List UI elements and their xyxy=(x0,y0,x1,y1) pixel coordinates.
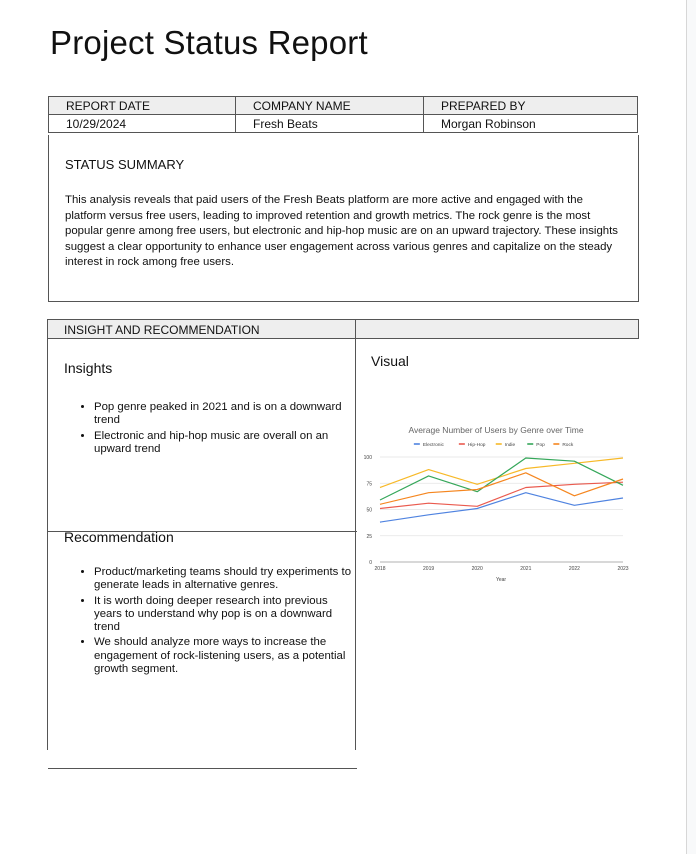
status-summary-box xyxy=(48,135,639,302)
report-info-table xyxy=(48,96,638,133)
insights-column xyxy=(47,338,356,750)
x-tick-label: 2018 xyxy=(374,566,386,572)
report-date-label: REPORT DATE xyxy=(49,97,236,115)
list-item: • Pop genre peaked in 2021 and is on a downward trend xyxy=(94,401,356,428)
x-tick-label: 2021 xyxy=(520,566,532,572)
x-axis xyxy=(374,566,628,572)
legend-label: Electronic xyxy=(422,442,444,448)
visual-section-header xyxy=(355,319,639,339)
prepared-by-label: PREPARED BY xyxy=(424,97,638,115)
legend-label: Pop xyxy=(536,442,545,448)
report-date-value: 10/29/2024 xyxy=(49,115,236,133)
bottom-divider xyxy=(48,768,357,769)
company-name-value: Fresh Beats xyxy=(236,115,424,133)
chart-legend xyxy=(414,442,574,448)
x-tick-label: 2020 xyxy=(471,566,483,572)
table-row xyxy=(49,115,638,133)
y-tick-label: 0 xyxy=(369,560,372,566)
series-line-pop xyxy=(380,458,623,500)
y-tick-label: 50 xyxy=(366,507,372,514)
x-tick-label: 2022 xyxy=(568,566,580,572)
legend-label: Rock xyxy=(562,442,574,448)
company-name-label: COMPANY NAME xyxy=(236,97,424,115)
y-tick-label: 100 xyxy=(363,455,372,461)
legend-label: Indie xyxy=(504,442,516,448)
page-title: Project Status Report xyxy=(50,24,368,61)
list-item: • Product/marketing teams should try experiments to generate leads in alternative genres. xyxy=(94,566,356,593)
insight-recommendation-grid xyxy=(47,319,639,750)
list-item: • Electronic and hip-hop music are overall on an upward trend xyxy=(94,430,356,457)
insights-heading: Insights xyxy=(64,360,113,376)
x-tick-label: 2023 xyxy=(617,566,629,572)
legend-label: Hip-Hop xyxy=(467,442,486,448)
list-item: • We should analyze more ways to increase the engagement of rock-listening users, as a potential growth segment. xyxy=(94,636,356,676)
prepared-by-value: Morgan Robinson xyxy=(424,115,638,133)
recommendations-list xyxy=(64,566,356,678)
list-item: • It is worth doing deeper research into previous years to understand why pop is on a downward trend xyxy=(94,595,356,635)
x-axis-label: Year xyxy=(495,577,507,583)
insight-section-header xyxy=(47,319,356,339)
chart-series xyxy=(380,458,623,522)
status-summary-heading: STATUS SUMMARY xyxy=(65,157,185,172)
chart-title: Average Number of Users by Genre over Time xyxy=(408,425,584,435)
table-header-row xyxy=(49,97,638,115)
visual-column xyxy=(355,338,639,750)
y-tick-label: 25 xyxy=(366,533,372,540)
recommendation-heading: Recommendation xyxy=(64,529,174,545)
visual-heading: Visual xyxy=(371,353,409,369)
x-tick-label: 2019 xyxy=(423,566,435,572)
insights-list xyxy=(64,401,356,458)
genre-users-line-chart xyxy=(355,420,639,590)
y-tick-label: 75 xyxy=(366,481,372,488)
status-summary-text: This analysis reveals that paid users of the Fresh Beats platform are more active and engaged with the platform versus free users, leading to improved retention and growth metrics. The rock genre is the most popular genre among free users, but electronic and hip-hop music are on an upward trajectory. These insights suggest a clear opportunity to enhance user engagement across various genres and capitalize on the steady interest in rock among free users. xyxy=(65,194,618,269)
insight-section-title: INSIGHT AND RECOMMENDATION xyxy=(64,323,260,337)
series-line-rock xyxy=(380,473,623,505)
y-axis xyxy=(364,455,373,566)
chart-gridlines xyxy=(380,457,623,562)
